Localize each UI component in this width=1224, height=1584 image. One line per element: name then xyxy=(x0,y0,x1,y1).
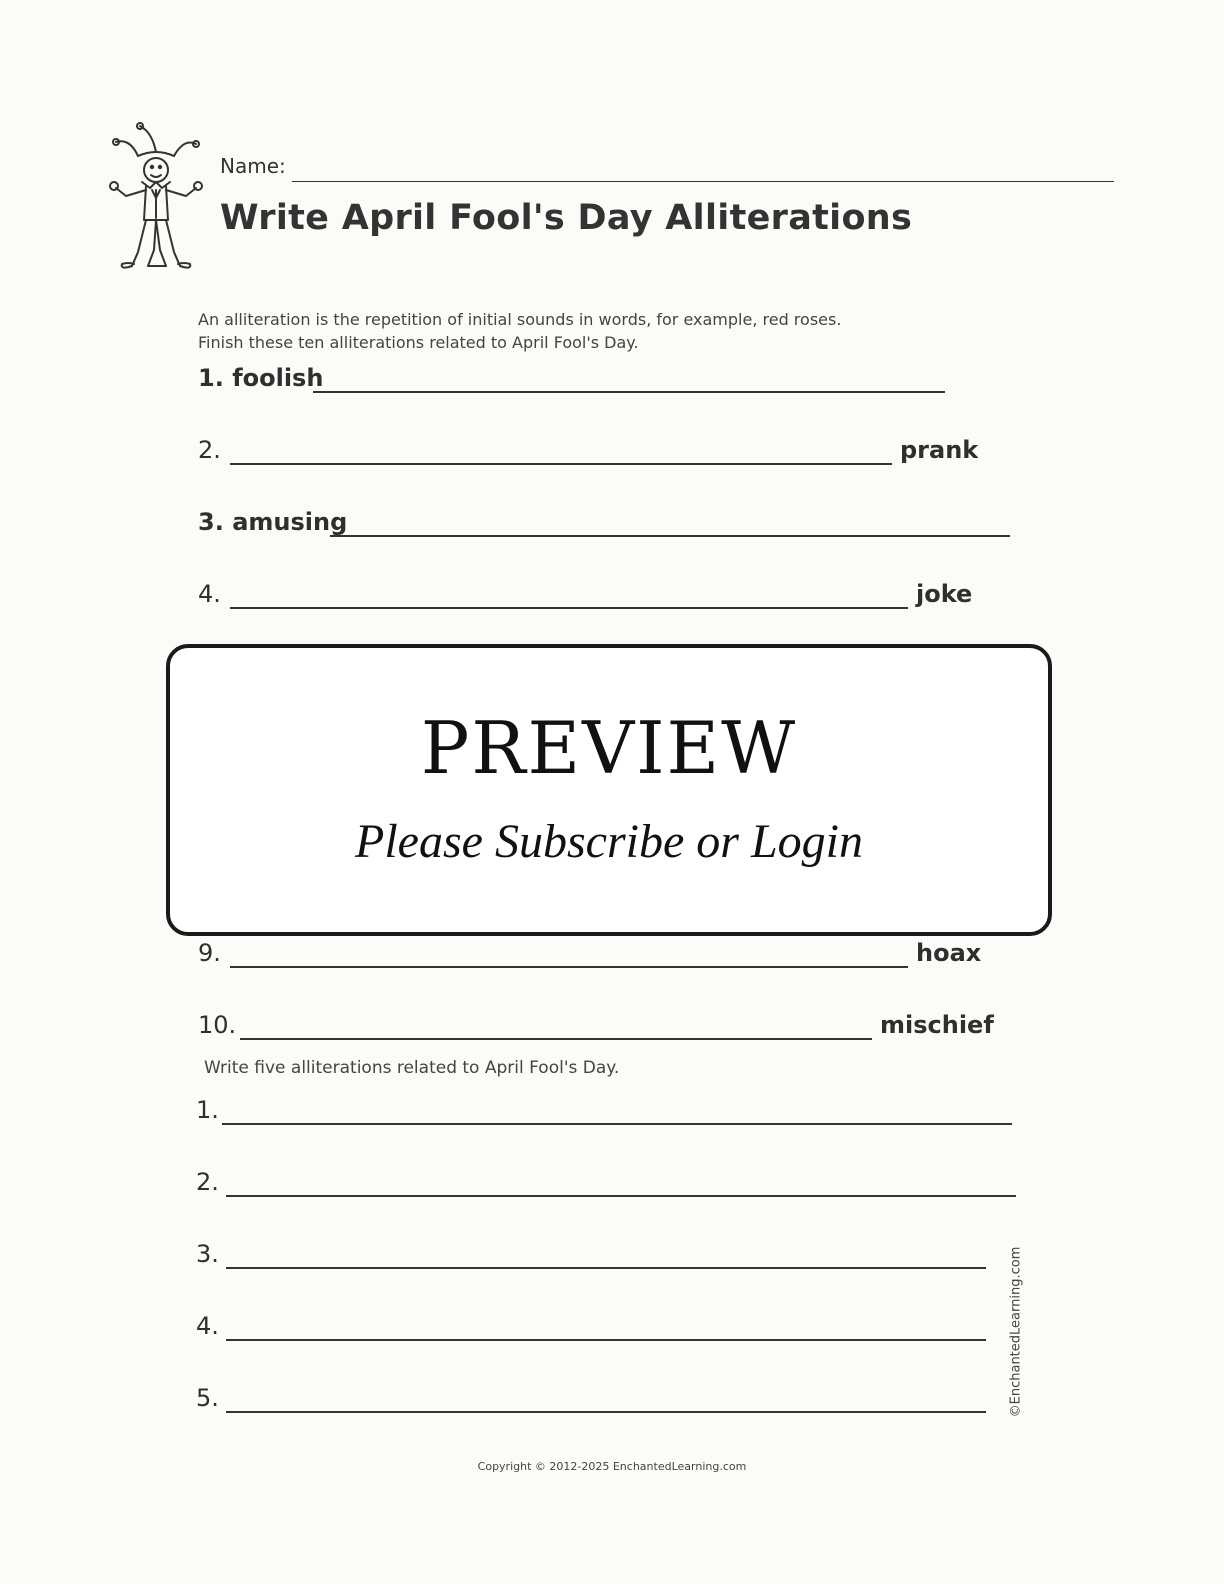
part2-answer-line-4[interactable] xyxy=(226,1339,986,1341)
name-field[interactable] xyxy=(292,181,1114,182)
side-credit: ©EnchantedLearning.com xyxy=(1008,1246,1024,1418)
item-number: 1. xyxy=(198,364,224,392)
preview-overlay[interactable] xyxy=(166,644,1052,936)
answer-line-3[interactable] xyxy=(330,535,1010,537)
item-9-number: 9. xyxy=(198,939,221,967)
item-10-word: mischief xyxy=(880,1011,994,1039)
part2-answer-line-5[interactable] xyxy=(226,1411,986,1413)
answer-line-1[interactable] xyxy=(313,391,945,393)
item-3 xyxy=(198,508,347,536)
intro-line-2: Finish these ten alliterations related to April Fool's Day. xyxy=(198,333,639,352)
item-word: amusing xyxy=(232,508,348,536)
part2-answer-line-2[interactable] xyxy=(226,1195,1016,1197)
part2-answer-line-3[interactable] xyxy=(226,1267,986,1269)
part2-number-1: 1. xyxy=(196,1096,219,1124)
part2-answer-line-1[interactable] xyxy=(222,1123,1012,1125)
copyright-footer: Copyright © 2012-2025 EnchantedLearning.com xyxy=(477,1460,747,1473)
item-2-word: prank xyxy=(900,436,979,464)
jester-icon xyxy=(104,120,208,276)
item-4-word: joke xyxy=(916,580,973,608)
answer-line-10[interactable] xyxy=(240,1038,872,1040)
part2-number-2: 2. xyxy=(196,1168,219,1196)
item-1 xyxy=(198,364,323,392)
preview-title: PREVIEW xyxy=(420,706,798,790)
page-title: Write April Fool's Day Alliterations xyxy=(220,198,913,238)
answer-line-4[interactable] xyxy=(230,607,908,609)
item-number: 3. xyxy=(198,508,224,536)
answer-line-2[interactable] xyxy=(230,463,892,465)
item-word: foolish xyxy=(232,364,324,392)
intro-line-1: An alliteration is the repetition of initial sounds in words, for example, red roses. xyxy=(198,310,842,329)
item-9-word: hoax xyxy=(916,939,982,967)
part2-number-3: 3. xyxy=(196,1240,219,1268)
part2-number-4: 4. xyxy=(196,1312,219,1340)
subscribe-login-prompt[interactable]: Please Subscribe or Login xyxy=(355,815,863,868)
item-2-number: 2. xyxy=(198,436,221,464)
item-10-number: 10. xyxy=(198,1011,237,1039)
answer-line-9[interactable] xyxy=(230,966,908,968)
part2-instruction: Write five alliterations related to April Fool's Day. xyxy=(204,1058,620,1078)
part2-number-5: 5. xyxy=(196,1384,219,1412)
item-4-number: 4. xyxy=(198,580,221,608)
name-label: Name: xyxy=(220,154,286,178)
